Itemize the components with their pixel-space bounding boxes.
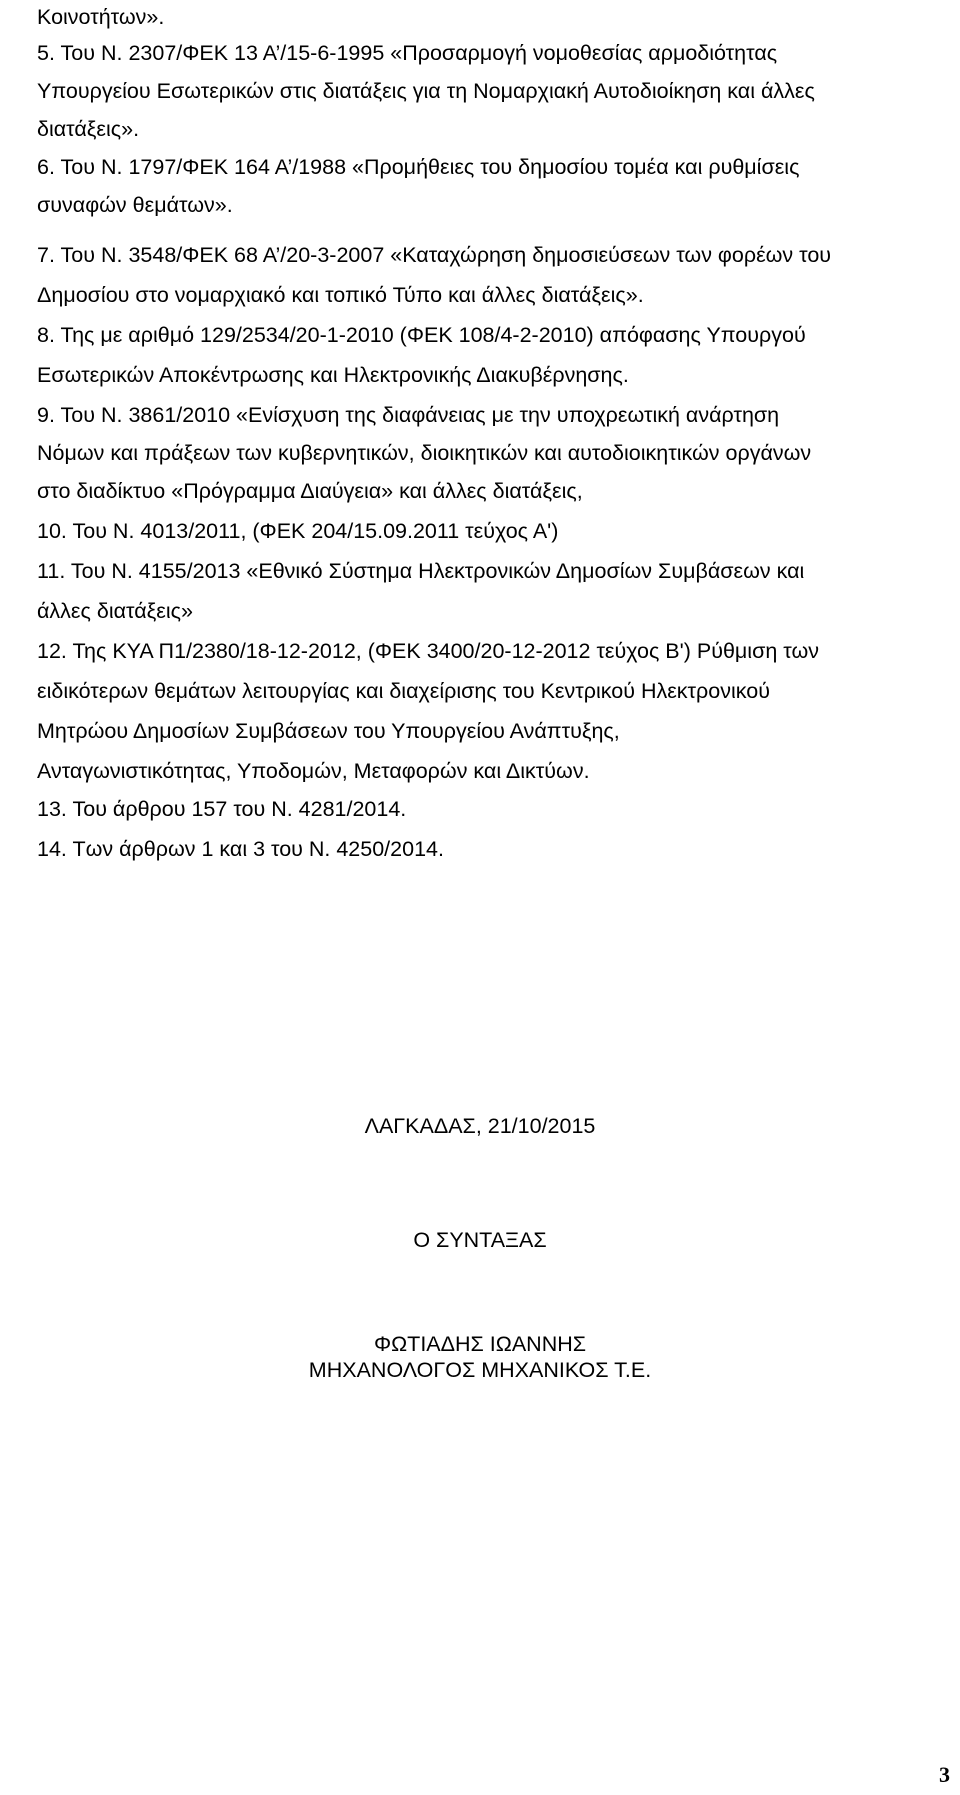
text-line: 6. Του Ν. 1797/ΦΕΚ 164 Α’/1988 «Προμήθειες του δημοσίου τομέα και ρυθμίσεις (37, 155, 800, 179)
text-line: διατάξεις». (37, 117, 140, 141)
text-line: Δημοσίου στο νομαρχιακό και τοπικό Τύπο και άλλες διατάξεις». (37, 283, 644, 307)
signature-name: ΦΩΤΙΑΔΗΣ ΙΩΑΝΝΗΣ (373, 1332, 587, 1356)
text-line: άλλες διατάξεις» (37, 599, 193, 623)
text-line: Υπουργείου Εσωτερικών στις διατάξεις για τη Νομαρχιακή Αυτοδιοίκηση και άλλες (37, 79, 815, 103)
text-line: 11. Του Ν. 4155/2013 «Εθνικό Σύστημα Ηλεκτρονικών Δημοσίων Συμβάσεων και (37, 559, 805, 583)
text-line: ειδικότερων θεμάτων λειτουργίας και διαχείρισης του Κεντρικού Ηλεκτρονικού (37, 679, 770, 703)
text-line: 7. Του Ν. 3548/ΦΕΚ 68 Α’/20-3-2007 «Καταχώρηση δημοσιεύσεων των φορέων του (37, 243, 832, 267)
signature-place-date: ΛΑΓΚΑΔΑΣ, 21/10/2015 (364, 1114, 596, 1138)
text-line: 14. Των άρθρων 1 και 3 του Ν. 4250/2014. (37, 837, 444, 861)
text-line: συναφών θεμάτων». (37, 193, 233, 217)
text-line: 9. Του Ν. 3861/2010 «Ενίσχυση της διαφάνειας με την υποχρεωτική ανάρτηση (37, 403, 780, 427)
text-line: Νόμων και πράξεων των κυβερνητικών, διοικητικών και αυτοδιοικητικών οργάνων (37, 441, 812, 465)
text-line: 10. Του Ν. 4013/2011, (ΦΕΚ 204/15.09.2011 τεύχος Α') (37, 519, 559, 543)
signature-role: Ο ΣΥΝΤΑΞΑΣ (413, 1228, 547, 1252)
text-line: 13. Του άρθρου 157 του Ν. 4281/2014. (37, 797, 407, 821)
text-line: Μητρώου Δημοσίων Συμβάσεων του Υπουργείου Ανάπτυξης, (37, 719, 620, 743)
text-line: Ανταγωνιστικότητας, Υποδομών, Μεταφορών και Δικτύων. (37, 759, 590, 783)
signature-title: ΜΗΧΑΝΟΛΟΓΟΣ ΜΗΧΑΝΙΚΟΣ Τ.Ε. (308, 1358, 652, 1382)
text-line: στο διαδίκτυο «Πρόγραμμα Διαύγεια» και άλλες διατάξεις, (37, 479, 583, 503)
text-line: 5. Του Ν. 2307/ΦΕΚ 13 Α’/15-6-1995 «Προσαρμογή νομοθεσίας αρμοδιότητας (37, 41, 778, 65)
text-line: 8. Της με αριθμό 129/2534/20-1-2010 (ΦΕΚ 108/4-2-2010) απόφασης Υπουργού (37, 323, 806, 347)
text-line: 12. Της ΚΥΑ Π1/2380/18-12-2012, (ΦΕΚ 3400/20-12-2012 τεύχος Β') Ρύθμιση των (37, 639, 819, 663)
text-line: Εσωτερικών Αποκέντρωσης και Ηλεκτρονικής Διακυβέρνησης. (37, 363, 629, 387)
page-number: 3 (939, 1762, 950, 1787)
text-line: Κοινοτήτων». (37, 5, 165, 29)
